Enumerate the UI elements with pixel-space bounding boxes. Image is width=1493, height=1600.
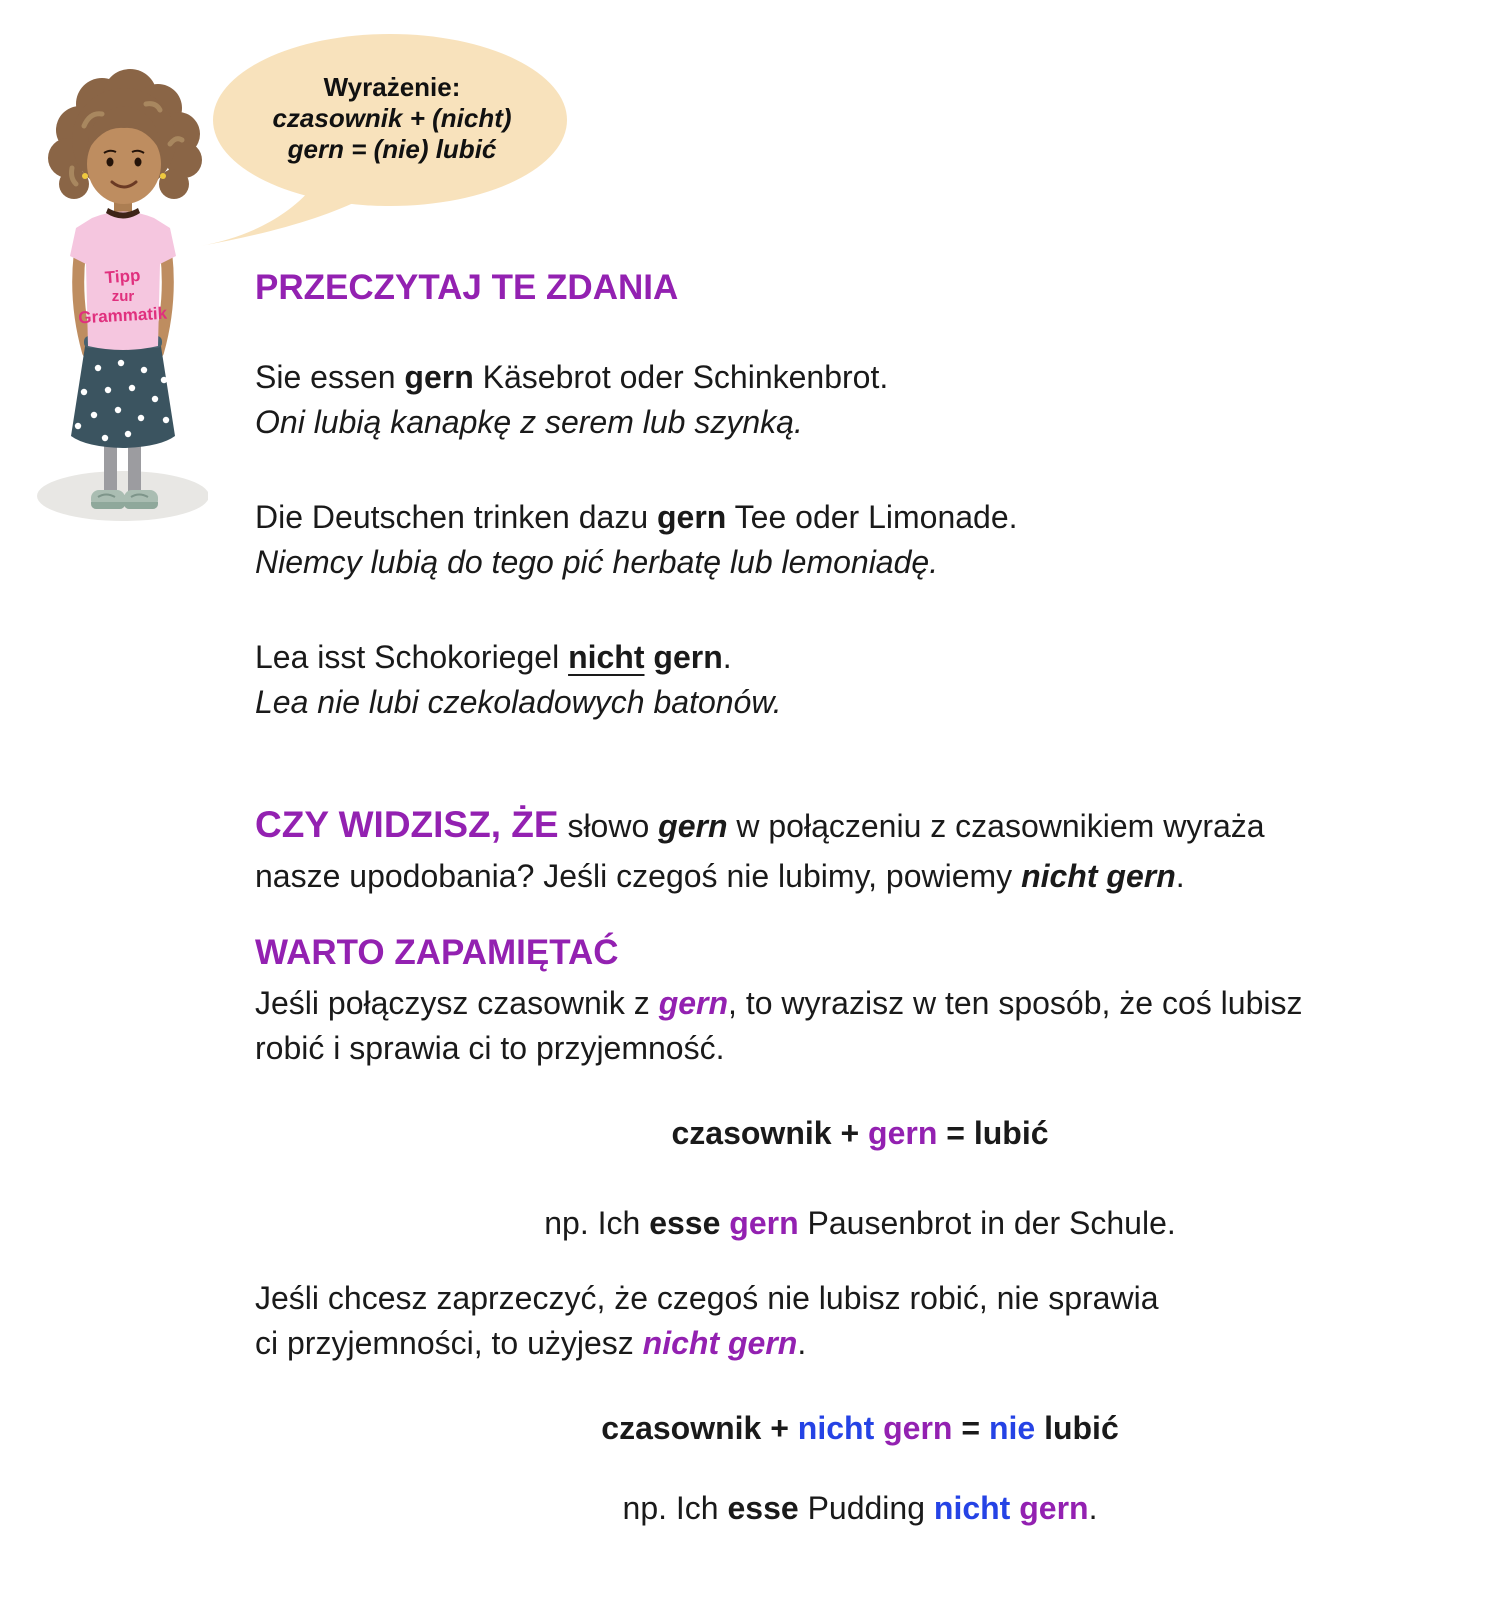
text-segment: nasze upodobania? Jeśli czegoś nie lubimy, powiemy: [255, 858, 1022, 894]
text-segment: Die Deutschen trinken dazu: [255, 499, 657, 535]
text-segment: czasownik +: [671, 1115, 869, 1151]
shirt-text-line3: Grammatik: [77, 303, 168, 328]
formula-positive: [255, 1111, 1465, 1156]
remember-paragraph-1: [255, 981, 1465, 1071]
text-segment: słowo: [558, 808, 659, 844]
text-segment: =: [952, 1410, 989, 1446]
text-segment: Tee oder Limonade.: [726, 499, 1018, 535]
text-segment: Lea isst Schokoriegel: [255, 639, 569, 675]
notice-paragraph: [255, 800, 1465, 901]
text-segment: Jeśli chcesz zaprzeczyć, że czegoś nie lubisz robić, nie sprawia: [255, 1280, 1159, 1316]
nicht-gern-keyword: nicht gern: [1021, 858, 1176, 894]
text-segment: Pausenbrot in der Schule.: [798, 1205, 1176, 1241]
bubble-line-2: czasownik + (nicht): [272, 103, 512, 133]
gern-keyword: gern: [658, 985, 729, 1021]
shirt-text-line1: Tipp: [104, 265, 142, 288]
worksheet-content: [255, 266, 1465, 1531]
shirt-text-line2: zur: [111, 288, 135, 305]
text-segment: = lubić: [937, 1115, 1049, 1151]
text-segment: .: [1088, 1490, 1098, 1526]
example-negative: [255, 1486, 1465, 1531]
girl-skirt: [71, 336, 175, 448]
gern-keyword: gern: [868, 1115, 938, 1151]
text-segment: .: [1175, 858, 1185, 894]
nicht-keyword-underlined: nicht: [568, 639, 645, 675]
gern-keyword: gern: [644, 639, 723, 675]
text-segment: Pudding: [798, 1490, 934, 1526]
girl-svg: [28, 52, 208, 522]
german-sentence-1: [255, 355, 1465, 400]
gern-keyword: gern: [658, 808, 728, 844]
formula-negative: [255, 1406, 1465, 1451]
girl-earring-left: [82, 173, 88, 179]
text-segment: Jeśli połączysz czasownik z: [255, 985, 659, 1021]
text-segment: np. Ich: [622, 1490, 728, 1526]
german-sentence-3: [255, 635, 1465, 680]
gern-keyword: gern: [1010, 1490, 1089, 1526]
text-segment: robić i sprawia ci to przyjemność.: [255, 1030, 725, 1066]
speech-bubble: [192, 28, 572, 248]
gern-keyword: gern: [874, 1410, 953, 1446]
girl-earring-right: [160, 173, 166, 179]
text-segment: .: [797, 1325, 807, 1361]
grammar-tip-girl-illustration: [28, 52, 208, 522]
esse-keyword: esse: [649, 1205, 721, 1241]
gern-keyword: gern: [657, 499, 727, 535]
remember-paragraph-2: [255, 1276, 1465, 1366]
nie-keyword: nie: [988, 1410, 1036, 1446]
sentence-pair-2: [255, 495, 1465, 585]
german-sentence-2: [255, 495, 1465, 540]
example-positive: [255, 1201, 1465, 1246]
gern-keyword: gern: [720, 1205, 799, 1241]
polish-translation-1: Oni lubią kanapkę z serem lub szynką.: [255, 404, 803, 440]
girl-head: [48, 69, 202, 204]
text-segment: Sie essen: [255, 359, 405, 395]
read-section-heading: PRZECZYTAJ TE ZDANIA: [255, 268, 679, 307]
nicht-keyword: nicht: [797, 1410, 875, 1446]
text-segment: w połączeniu z czasownikiem wyraża: [727, 808, 1265, 844]
polish-translation-3: Lea nie lubi czekoladowych batonów.: [255, 684, 782, 720]
sentence-pair-3: [255, 635, 1465, 725]
polish-translation-2: Niemcy lubią do tego pić herbatę lub lemoniadę.: [255, 544, 939, 580]
text-segment: Käsebrot oder Schinkenbrot.: [473, 359, 889, 395]
text-segment: .: [722, 639, 732, 675]
remember-section-heading: WARTO ZAPAMIĘTAĆ: [255, 933, 619, 972]
nicht-keyword: nicht: [933, 1490, 1011, 1526]
bubble-line-1: Wyrażenie:: [323, 72, 461, 102]
gern-keyword: gern: [404, 359, 474, 395]
text-segment: czasownik +: [601, 1410, 798, 1446]
text-segment: lubić: [1035, 1410, 1119, 1446]
text-segment: np. Ich: [544, 1205, 650, 1241]
text-segment: ci przyjemności, to użyjesz: [255, 1325, 643, 1361]
nicht-gern-keyword: nicht gern: [642, 1325, 798, 1361]
speech-bubble-text: [222, 72, 562, 165]
text-segment: , to wyrazisz w ten sposób, że coś lubisz: [728, 985, 1303, 1021]
sentence-pair-1: [255, 355, 1465, 445]
bubble-line-3: gern = (nie) lubić: [287, 134, 497, 164]
esse-keyword: esse: [727, 1490, 799, 1526]
notice-inline-heading: CZY WIDZISZ, ŻE: [255, 804, 559, 845]
